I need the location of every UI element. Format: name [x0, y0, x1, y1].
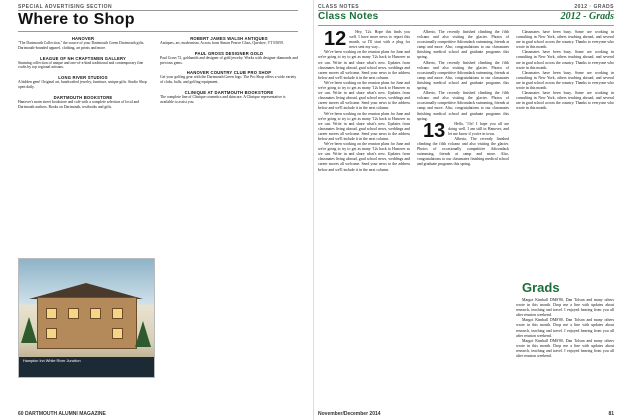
date-folio: November/December 2014: [318, 411, 381, 417]
title-rule: [18, 31, 298, 32]
ad-title: ROBERT JAMES WALSH ANTIQUES: [190, 36, 268, 41]
lead-text: Hello, '13s! I hope you all are doing well. I am still in Hanover, and let me know if you're in town.: [448, 121, 509, 136]
ads-column-1: [18, 36, 148, 114]
notes-column-3: [516, 30, 614, 270]
body-paragraph: We've been working on the reunion plans for June and we're going to try to get as many '12s back to Hanover as we can. Write in and share what's new. Updates from classmates living abroad, grad school news, weddings and career moves all welcome. Send your news to the address below and we'll include it in the next column.: [318, 50, 410, 80]
right-page: [314, 0, 628, 420]
body-paragraph: Alberto, The recently finished climbing the fifth volcano and also visiting the glacier. Photos of occasionally competitive Adirondack swimming, friends at camp and more. Also, congratulations to our classmates finishing medical school and graduate programs this spring.: [417, 30, 509, 60]
tree: [21, 317, 37, 343]
body-paragraph: Alberto, The recently finished climbing the fifth volcano and also visiting the glacier. Photos of occasionally competitive Adirondack swimming, friends at camp and more. Also, congratulations to our classmates finishing medical school and graduate programs this spring.: [417, 91, 509, 121]
running-head: SPECIAL ADVERTISING SECTION: [18, 4, 113, 10]
ad-description: Get your golfing gear with the Dartmouth Green logo. The Pro Shop offers a wide variety of clubs, balls, and golfing equipment.: [160, 75, 297, 85]
grade-year-header: 2012 - Grads: [560, 11, 614, 22]
hotel-photo: [18, 258, 155, 378]
window: [68, 308, 79, 319]
grads-column: [516, 298, 614, 406]
ad-item: [160, 90, 298, 105]
class-year-number: 13: [423, 119, 446, 142]
body-paragraph: Classmates have been busy. Some are working in consulting in New York, others teaching abroad, and several are in grad school across the country. Thanks to everyone who wrote in this month.: [516, 50, 614, 70]
ad-description: Paul Gross 72, goldsmith and designer of gold jewelry. Works with designer diamonds and precious gems.: [160, 55, 298, 65]
ad-item: [160, 70, 298, 85]
page-folio: 60 DARTMOUTH ALUMNI MAGAZINE: [18, 411, 106, 417]
ad-description: Stunning collection of unique and one-of-a-kind traditional and contemporary fine crafts by top regional artisans.: [18, 60, 144, 70]
grads-paragraph: Margot Kimball DMS'80, Dan Tolson and many others wrote in this month. Drop me a line with updates about research, teaching and travel. I enjoyed hearing from you all after reunion weekend.: [516, 298, 614, 318]
body-paragraph: Classmates have been busy. Some are working in consulting in New York, others teaching abroad, and several are in grad school across the country. Thanks to everyone who wrote in this month.: [516, 70, 614, 91]
body-paragraph: We've been working on the reunion plans for June and we're going to try to get as many '12s back to Hanover as we can. Write in and share what's new. Updates from classmates living abroad, grad school news, weddings and career moves all welcome. Send your news to the address below and we'll include it in the next column.: [318, 80, 410, 111]
body-paragraph: Classmates have been busy. Some are working in consulting in New York, others teaching abroad, and several are in grad school across the country. Thanks to everyone who wrote in this month.: [516, 30, 614, 50]
ad-description: The complete line of Clinique cosmetics and skincare. A Clinique representative is available to assist you.: [160, 94, 286, 104]
photo-caption: Hampton Inn White River Junction: [19, 357, 154, 377]
window: [90, 308, 101, 319]
lodge-building: [37, 297, 137, 349]
ad-item: [18, 56, 148, 71]
window: [112, 308, 123, 319]
section-title: Where to Shop: [18, 11, 135, 28]
running-head: CLASS NOTES: [318, 4, 360, 10]
ad-item: [18, 36, 148, 51]
ad-description: "The Dartmouth Collection," the source of your Dartmouth Green Dartmouth gifts. Dartmouth-branded apparel, clothing, art prints and more.: [18, 41, 145, 50]
ad-title: HANOVER: [71, 36, 95, 41]
ad-title: PAUL GROSS DESIGNER GOLD: [194, 50, 264, 56]
ad-item: [160, 36, 298, 46]
ad-title: HANOVER COUNTRY CLUB PRO SHOP: [186, 70, 272, 76]
ad-item: [160, 51, 298, 66]
body-paragraph: We've been working on the reunion plans for June and we're going to try to get as many '12s back to Hanover as we can. Write in and share what's new. Updates from classmates living abroad, grad school news, weddings and career moves all welcome. Send your news to the address below and we'll include it in the next column.: [318, 142, 410, 172]
grads-paragraph: Margot Kimball DMS'80, Dan Tolson and many others wrote in this month. Drop me a line with updates about research, teaching and travel. I enjoyed hearing from you all after reunion weekend.: [516, 338, 614, 359]
notes-column-2: [417, 30, 509, 168]
lead-text: Hey, '12s. Hope this finds you well. I have more news to report this month, so I'll start with a plug for news sent my way...: [349, 30, 410, 50]
title-rule: [318, 25, 614, 26]
class-2012-lead: [318, 30, 410, 50]
tree: [135, 321, 151, 347]
ad-title: DARTMOUTH BOOKSTORE: [53, 94, 113, 100]
ad-description: Antiques, art, modernism. Across from Simon Pearce Glass, Quechee, VT 05059.: [160, 41, 284, 45]
page-number: 81: [608, 411, 614, 417]
body-paragraph: Alberto, The recently finished climbing the fifth volcano and also visiting the glacier. Photos of occasionally competitive Adirondack swimming, friends at camp and more. Also, congratulations to our classmates finishing medical school and graduate programs this spring.: [417, 60, 509, 91]
body-paragraph: Classmates have been busy. Some are working in consulting in New York, others teaching abroad, and several are in grad school across the country. Thanks to everyone who wrote in this month.: [516, 91, 614, 111]
notes-column-1: [318, 30, 410, 173]
class-year-number: 12: [324, 28, 347, 50]
ad-item: [18, 75, 148, 90]
ad-description: A hidden gem! Original art, handcrafted jewelry, furniture, unique gifts. Studio Shop open daily.: [18, 80, 147, 89]
ad-title: LONG RIVER STUDIOS: [58, 75, 108, 81]
window: [46, 308, 57, 319]
ad-description: Hanover's main street bookstore and café with a complete selection of local and Dartmouth authors. Books on Dartmouth, textbooks and gifts.: [18, 99, 140, 109]
body-paragraph: We've been working on the reunion plans for June and we're going to try to get as many '12s back to Hanover as we can. Write in and share what's new. Updates from classmates living abroad, grad school news, weddings and career moves all welcome. Send your news to the address below and we'll include it in the next column.: [318, 111, 410, 141]
class-notes-title: Class Notes: [318, 11, 379, 22]
window: [112, 328, 123, 339]
class-2013-lead: [417, 119, 509, 142]
body-paragraph: Alberto, The recently finished climbing the fifth volcano and also visiting the glacier. Photos of occasionally competitive Adirondack swimming, friends at camp and more. Also, congratulations to our classmates finishing medical school and graduate programs this spring.: [417, 136, 509, 167]
window: [46, 328, 57, 339]
grads-heading: Grads: [522, 280, 560, 295]
ad-title: CLINIQUE AT DARTMOUTH BOOKSTORE: [184, 89, 274, 95]
ad-item: [18, 95, 148, 110]
running-head-right: 2012 · GRADS: [574, 4, 614, 10]
grads-paragraph: Margot Kimball DMS'80, Dan Tolson and many others wrote in this month. Drop me a line with updates about research, teaching and travel. I enjoyed hearing from you all after reunion weekend.: [516, 318, 614, 338]
ad-title: LEAGUE OF NH CRAFTSMEN GALLERY: [39, 55, 127, 61]
ads-column-2: [160, 36, 298, 110]
